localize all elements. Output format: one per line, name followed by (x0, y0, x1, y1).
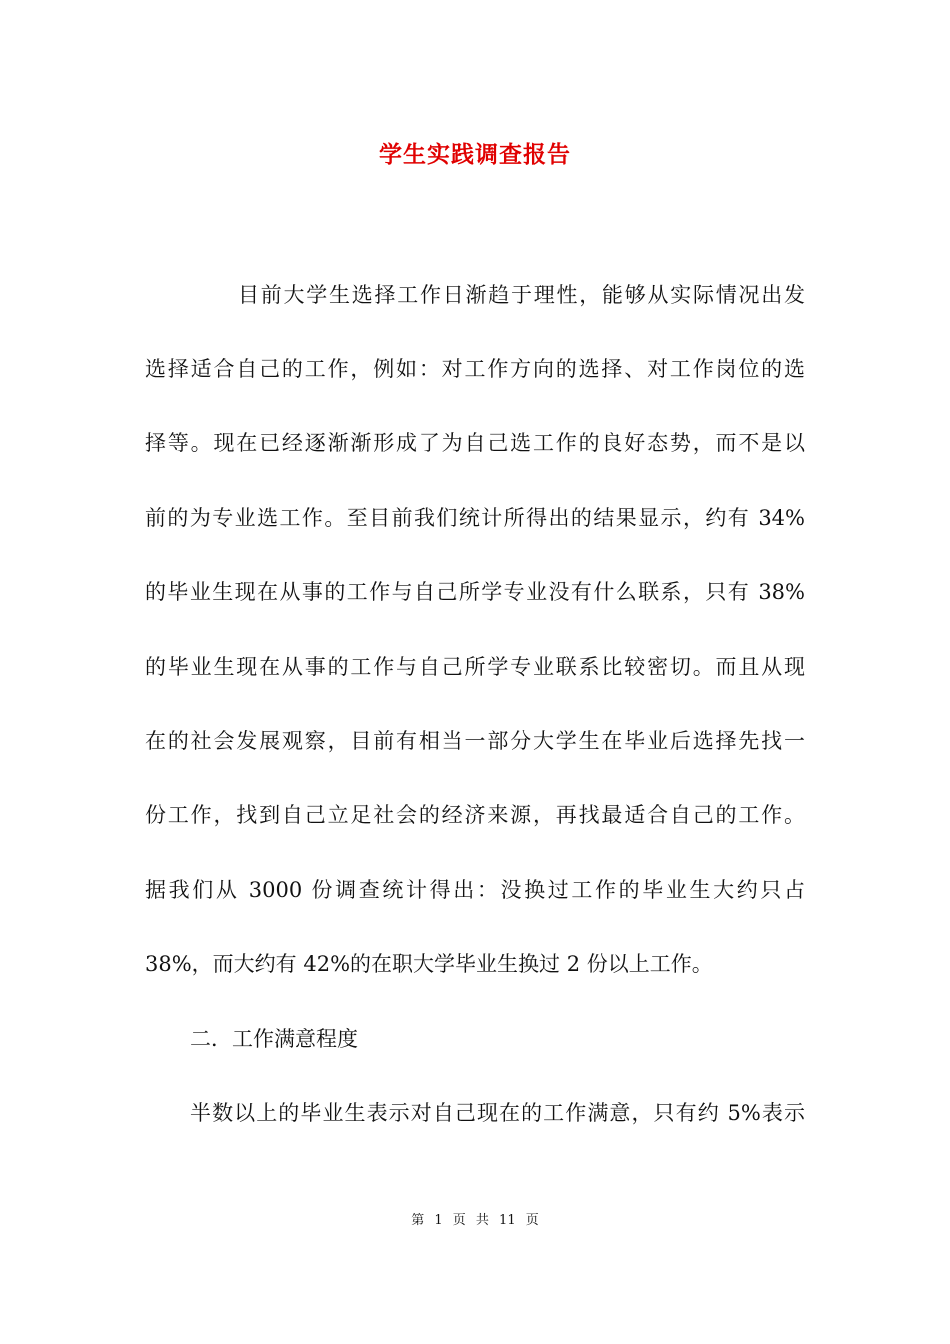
paragraph-line-10: 38%，而大约有 42%的在职大学毕业生换过 2 份以上工作。 (145, 952, 713, 976)
paragraph-line-9: 据我们从 3000 份调查统计得出：没换过工作的毕业生大约只占 (145, 878, 805, 902)
paragraph-line-8: 份工作，找到自己立足社会的经济来源，再找最适合自己的工作。 (145, 803, 805, 827)
section-paragraph-line-1: 半数以上的毕业生表示对自己现在的工作满意，只有约 5%表示 (190, 1101, 805, 1125)
page-footer: 第 1 页 共 11 页 (411, 1213, 539, 1228)
section-heading: 二．工作满意程度 (190, 1027, 358, 1051)
paragraph-line-6: 的毕业生现在从事的工作与自己所学专业联系比较密切。而且从现 (145, 655, 805, 679)
paragraph-line-1: 目前大学生选择工作日渐趋于理性，能够从实际情况出发 (238, 283, 805, 307)
paragraph-line-7: 在的社会发展观察，目前有相当一部分大学生在毕业后选择先找一 (145, 729, 805, 753)
paragraph-line-2: 选择适合自己的工作，例如：对工作方向的选择、对工作岗位的选 (145, 357, 805, 381)
document-title: 学生实践调查报告 (379, 141, 571, 168)
paragraph-line-3: 择等。现在已经逐渐渐形成了为自己选工作的良好态势，而不是以 (145, 431, 805, 455)
paragraph-line-4: 前的为专业选工作。至目前我们统计所得出的结果显示，约有 34% (145, 506, 805, 530)
paragraph-line-5: 的毕业生现在从事的工作与自己所学专业没有什么联系，只有 38% (145, 580, 805, 604)
